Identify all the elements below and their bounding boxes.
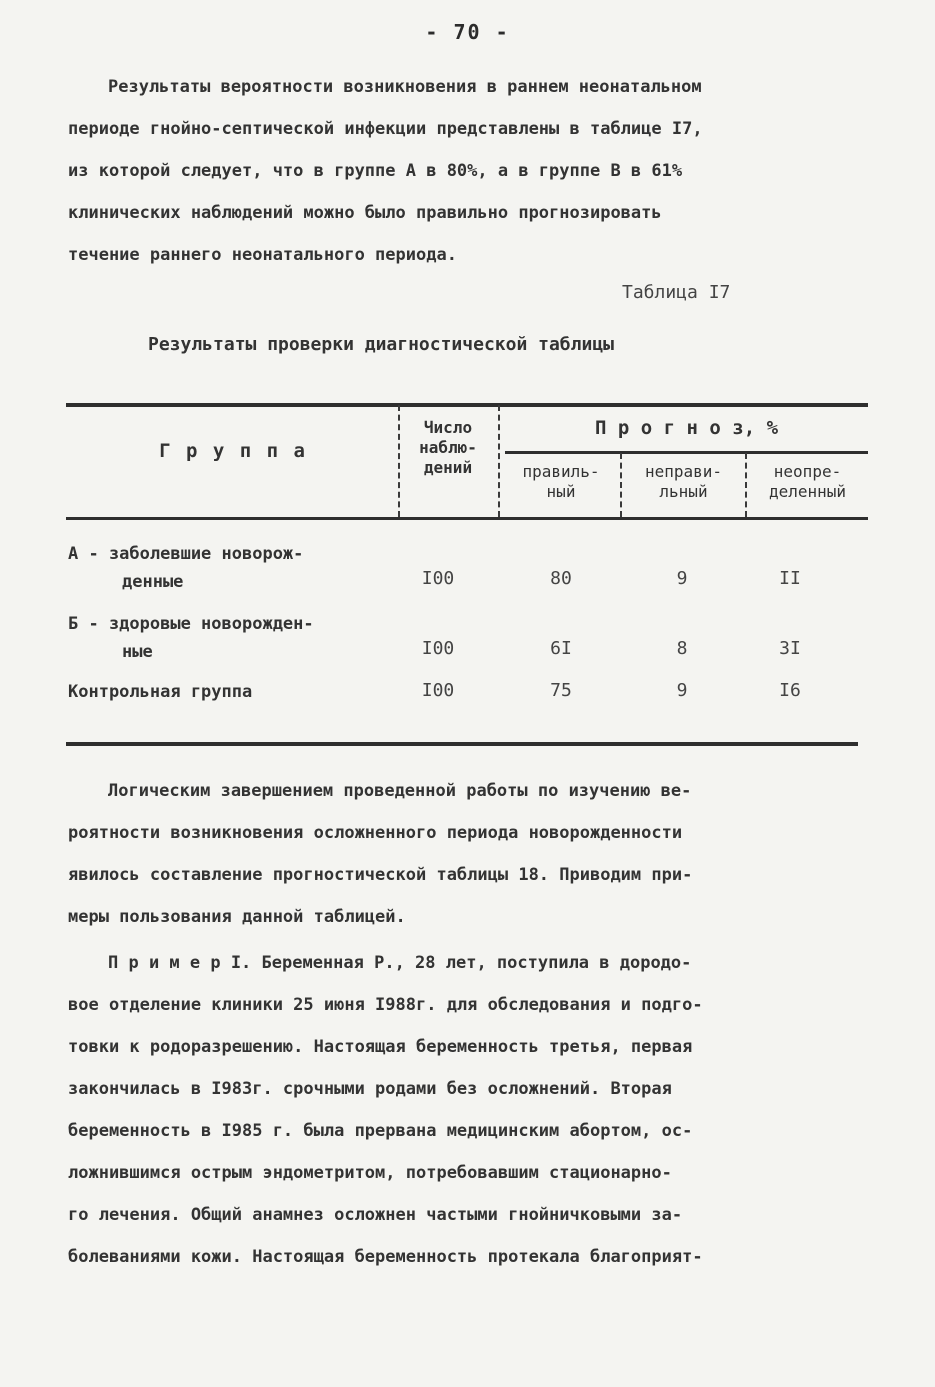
cell-incorrect: 9 [676, 568, 688, 589]
table-top-rule [66, 403, 868, 407]
text-line: роятности возникновения осложненного периода новорожденности [68, 823, 683, 843]
header-count-line: наблю- [419, 438, 477, 457]
header-correct-line: ный [546, 482, 576, 501]
header-forecast: П р о г н о з, % [594, 417, 779, 439]
text-line: болеваниями кожи. Настоящая беременность протекала благоприят- [68, 1247, 703, 1267]
row-label-line: ные [122, 642, 153, 662]
header-group: Г р у п п а [159, 440, 307, 462]
text-line: Результаты вероятности возникновения в раннем неонатальном [108, 77, 702, 97]
cell-incorrect: 9 [676, 680, 688, 701]
header-undetermined [747, 462, 868, 502]
text-line: периоде гнойно-септической инфекции представлены в таблице I7, [68, 119, 703, 139]
table-row-label [68, 678, 252, 706]
text-line: закончилась в I983г. срочными родами без осложнений. Вторая [68, 1079, 672, 1099]
cell-correct: 6I [550, 638, 572, 659]
text-line: клинических наблюдений можно было правильно прогнозировать [68, 203, 662, 223]
row-label-line: А - заболевшие новорож- [68, 544, 304, 564]
cell-count: I00 [421, 638, 455, 659]
text-line: беременность в I985 г. была прервана медицинским абортом, ос- [68, 1121, 693, 1141]
text-line: ложнившимся острым эндометритом, потребовавшим стационарно- [68, 1163, 672, 1183]
forecast-sub-rule [505, 451, 868, 454]
cell-undetermined: 3I [779, 638, 801, 659]
table-label: Таблица I7 [622, 282, 731, 303]
row-label-line: Контрольная группа [68, 682, 253, 702]
cell-correct: 80 [550, 568, 572, 589]
paragraph-example [68, 942, 868, 1278]
header-count [400, 418, 496, 478]
header-correct-line: правиль- [522, 462, 600, 481]
paragraph-intro [68, 66, 868, 276]
table-row-label [68, 610, 314, 666]
cell-undetermined: I6 [779, 680, 801, 701]
header-count-line: дений [423, 458, 473, 477]
col-separator [498, 405, 500, 517]
header-incorrect-line: неправи- [644, 462, 723, 481]
header-correct [502, 462, 620, 502]
text-line: из которой следует, что в группе А в 80%, а в группе В в 61% [68, 161, 683, 181]
text-line: вое отделение клиники 25 июня I988г. для обследования и подго- [68, 995, 703, 1015]
header-undetermined-line: неопре- [773, 462, 842, 481]
paragraph-conclusion [68, 770, 868, 938]
text-line: течение раннего неонатального периода. [68, 245, 457, 265]
cell-correct: 75 [550, 680, 572, 701]
table-caption: Результаты проверки диагностической таблицы [148, 334, 614, 355]
text-line: П р и м е р I. Беременная Р., 28 лет, поступила в дородо- [108, 953, 692, 973]
header-incorrect [622, 462, 745, 502]
row-label-line: Б - здоровые новорожден- [68, 614, 314, 634]
cell-incorrect: 8 [676, 638, 688, 659]
row-label-line: денные [122, 572, 184, 592]
text-line: меры пользования данной таблицей. [68, 907, 406, 927]
text-line: товки к родоразрешению. Настоящая беременность третья, первая [68, 1037, 693, 1057]
table-row-label [68, 540, 303, 596]
header-bottom-rule [66, 517, 868, 520]
cell-count: I00 [421, 680, 455, 701]
header-count-line: Число [423, 418, 473, 437]
text-line: го лечения. Общий анамнез осложнен частыми гнойничковыми за- [68, 1205, 683, 1225]
text-line: явилось составление прогностической таблицы 18. Приводим при- [68, 865, 693, 885]
text-line: Логическим завершением проведенной работы по изучению ве- [108, 781, 692, 801]
cell-count: I00 [421, 568, 455, 589]
table-bottom-rule [66, 742, 858, 746]
header-incorrect-line: льный [659, 482, 708, 501]
page-number: - 70 - [425, 20, 510, 44]
header-undetermined-line: деленный [768, 482, 847, 501]
cell-undetermined: II [779, 568, 801, 589]
